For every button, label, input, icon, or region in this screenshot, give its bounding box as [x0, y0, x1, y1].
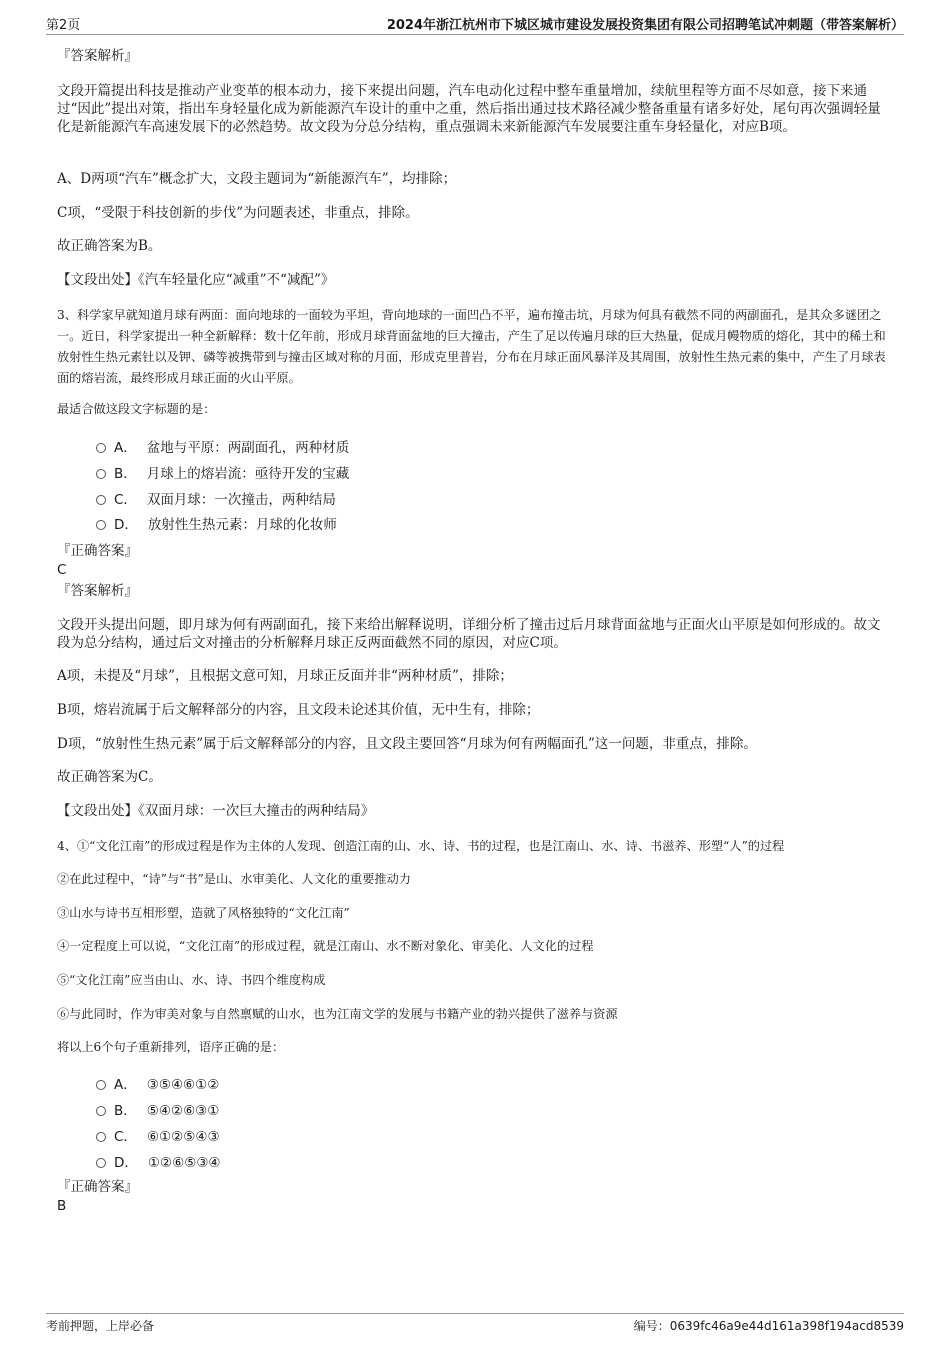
radio-icon[interactable] — [96, 443, 106, 453]
q4-answer-label: 『正确答案』 — [57, 1179, 138, 1195]
q4-option-b[interactable]: B． ⑤④②⑥③① — [96, 1099, 219, 1119]
q4-sentence-4: ④一定程度上可以说，“文化江南”的形成过程，就是江南山、水不断对象化、审美化、人文化的过程 — [57, 939, 594, 953]
radio-icon[interactable] — [96, 1132, 106, 1142]
q2-source: 【文段出处】《汽车轻量化应“减重”不“减配”》 — [57, 272, 335, 288]
radio-icon[interactable] — [96, 1080, 106, 1090]
radio-icon[interactable] — [96, 520, 106, 530]
q2-answer-line: 故正确答案为B。 — [57, 238, 162, 254]
q3-exclude-d: D项，“放射性生热元素”属于后文解释部分的内容，且文段主要回答“月球为何有两幅面孔”这一问题，非重点，排除。 — [57, 736, 757, 752]
document-code: 编号：0639fc46a9e44d161a398f194acd8539 — [633, 1319, 904, 1333]
q3-answer-label: 『正确答案』 — [57, 543, 138, 559]
q3-option-b[interactable]: B． 月球上的熔岩流：亟待开发的宝藏 — [96, 462, 349, 482]
q4-option-c[interactable]: C． ⑥①②⑤④③ — [96, 1125, 220, 1145]
q4-sentence-6: ⑥与此同时，作为审美对象与自然禀赋的山水，也为江南文学的发展与书籍产业的勃兴提供了滋养与资源 — [57, 1007, 618, 1021]
radio-icon[interactable] — [96, 1106, 106, 1116]
q3-source: 【文段出处】《双面月球：一次巨大撞击的两种结局》 — [57, 803, 375, 819]
q4-sentence-1: 4、①“文化江南”的形成过程是作为主体的人发现、创造江南的山、水、诗、书的过程，也是江南山、水、诗、书滋养、形塑“人”的过程 — [57, 839, 785, 853]
q3-exclude-a: A项，未提及“月球”，且根据文意可知，月球正反面并非“两种材质”，排除； — [57, 668, 513, 684]
q3-analysis-label: 『答案解析』 — [57, 583, 138, 599]
q3-analysis: 文段开头提出问题，即月球为何有两副面孔，接下来给出解释说明，详细分析了撞击过后月球背面盆地与正面火山平原是如何形成的。故文段为总分结构，通过后文对撞击的分析解释月球正反两面截然不同的原因，对应C项。 — [57, 617, 881, 651]
footer-slogan: 考前押题，上岸必备 — [46, 1319, 155, 1333]
page-header — [46, 12, 904, 35]
q2-exclude-ad: A、D两项“汽车”概念扩大，文段主题词为“新能源汽车”，均排除； — [57, 171, 457, 187]
q2-analysis: 文段开篇提出科技是推动产业变革的根本动力，接下来提出问题，汽车电动化过程中整车重量增加，续航里程等方面不尽如意，接下来通过“因此”提出对策，指出车身轻量化成为新能源汽车设计的重中之重，然后指出通过技术路径减少整备重量有诸多好处，尾句再次强调轻量化是新能源汽车高速发展下的必然趋势。故文段为分总分结构，重点强调未来新能源汽车发展要注重车身轻量化，对应B项。 — [57, 83, 881, 135]
q4-sentence-3: ③山水与诗书互相形塑，造就了风格独特的“文化江南” — [57, 906, 350, 920]
q3-option-a[interactable]: A． 盆地与平原：两副面孔，两种材质 — [96, 436, 349, 456]
q3-exclude-b: B项，熔岩流属于后文解释部分的内容，且文段未论述其价值，无中生有，排除； — [57, 702, 540, 718]
q3-prompt: 最适合做这段文字标题的是： — [57, 402, 216, 416]
document-title: 2024年浙江杭州市下城区城市建设发展投资集团有限公司招聘笔试冲刺题（带答案解析） — [386, 18, 904, 33]
radio-icon[interactable] — [96, 495, 106, 505]
q2-exclude-c: C项，“受限于科技创新的步伐”为问题表述，非重点，排除。 — [57, 205, 419, 221]
page-number: 第2页 — [46, 18, 81, 33]
q3-answer: C — [57, 562, 67, 578]
radio-icon[interactable] — [96, 469, 106, 479]
q3-answer-line: 故正确答案为C。 — [57, 769, 162, 785]
page-footer — [46, 1313, 904, 1336]
q4-option-d[interactable]: D． ①②⑥⑤③④ — [96, 1151, 221, 1171]
q4-option-a[interactable]: A． ③⑤④⑥①② — [96, 1073, 219, 1093]
q4-answer: B — [57, 1198, 67, 1214]
q4-sentence-5: ⑤“文化江南”应当由山、水、诗、书四个维度构成 — [57, 973, 326, 987]
radio-icon[interactable] — [96, 1158, 106, 1168]
q3-stem: 3、科学家早就知道月球有两面：面向地球的一面较为平坦，背向地球的一面凹凸不平，遍布撞击坑，月球为何具有截然不同的两副面孔，是其众多谜团之一。近日，科学家提出一种全新解释：数十亿年前，形成月球背面盆地的巨大撞击，产生了足以传遍月球的巨大热量，促成月幔物质的熔化，其中的稀土和放射性生热元素钍以及钾、磷等被携带到与撞击区域对称的月面，形成克里普岩，分布在月球正面风暴洋及其周围，放射性生热元素的集中，产生了月球表面的熔岩流，最终形成月球正面的火山平原。 — [57, 308, 886, 385]
q3-option-d[interactable]: D． 放射性生热元素：月球的化妆师 — [96, 513, 337, 533]
q3-option-c[interactable]: C． 双面月球：一次撞击，两种结局 — [96, 488, 336, 508]
q4-sentence-2: ②在此过程中，“诗”与“书”是山、水审美化、人文化的重要推动力 — [57, 872, 411, 886]
q2-analysis-label: 『答案解析』 — [57, 48, 138, 64]
q4-prompt: 将以上6个句子重新排列，语序正确的是： — [57, 1040, 285, 1054]
